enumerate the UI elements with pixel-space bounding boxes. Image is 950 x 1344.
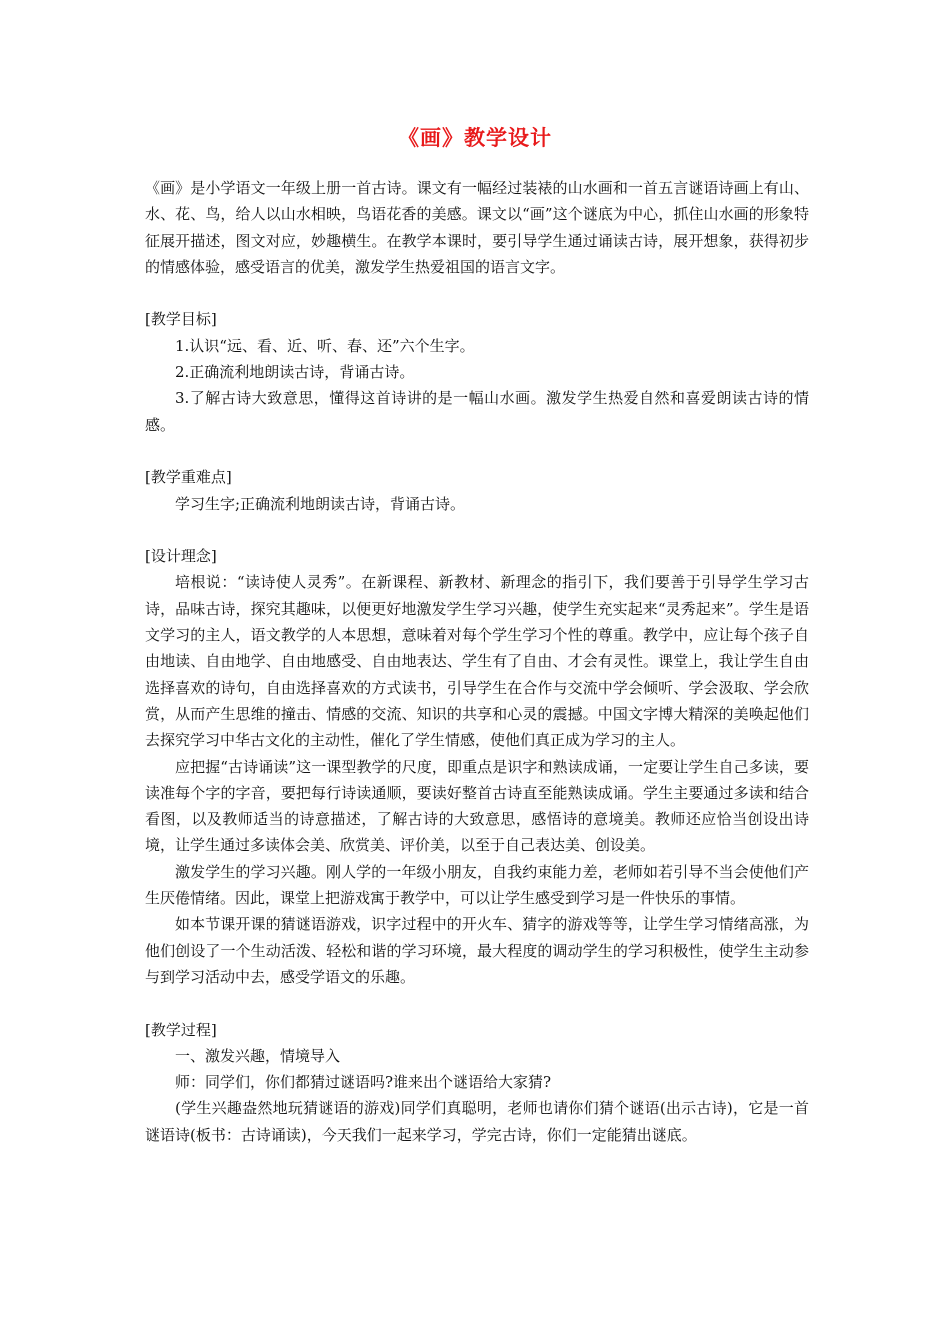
spacer <box>145 280 809 306</box>
goal-item: 2.正确流利地朗读古诗，背诵古诗。 <box>175 363 415 382</box>
document-body <box>145 175 809 1148</box>
process-paragraph: 一、激发兴趣，情境导入 <box>175 1046 341 1065</box>
spacer <box>145 438 809 464</box>
concept-paragraph: 应把握“古诗诵读”这一课型教学的尺度，即重点是识字和熟读成诵，一定要让学生自己多读，要读准每个字的字音，要把每行诗读通顺，要读好整首古诗直至能熟读成诵。学生主要通过多读和结合看图，以及教师适当的诗意描述，了解古诗的大致意思，感悟诗的意境美。教师还应恰当创设出诗境，让学生通过多读体会美、欣赏美、评价美，以至于自己表达美、创设美。 <box>145 757 809 855</box>
goals-heading: [教学目标] <box>145 310 217 329</box>
concept-paragraph: 如本节课开课的猜谜语游戏，识字过程中的开火车、猜字的游戏等等，让学生学习情绪高涨，为他们创设了一个生动活泼、轻松和谐的学习环境，最大程度的调动学生的学习积极性，使学生主动参与到学习活动中去，感受学语文的乐趣。 <box>145 915 809 986</box>
spacer <box>145 517 809 543</box>
key-points-heading: [教学重难点] <box>145 468 232 487</box>
goal-item: 1.认识“远、看、近、听、春、还”六个生字。 <box>175 336 475 355</box>
concept-paragraph: 培根说：“读诗使人灵秀”。在新课程、新教材、新理念的指引下，我们要善于引导学生学习古诗，品味古诗，探究其趣味，以便更好地激发学生学习兴趣，使学生充实起来“灵秀起来”。学生是语文学习的主人，语文教学的人本思想，意味着对每个学生学习个性的尊重。教学中，应让每个孩子自由地读、自由地学、自由地感受、自由地表达、学生有了自由、才会有灵性。课堂上，我让学生自由选择喜欢的诗句，自由选择喜欢的方式读书，引导学生在合作与交流中学会倾听、学会汲取、学会欣赏，从而产生思维的撞击、情感的交流、知识的共享和心灵的震撼。中国文字博大精深的美唤起他们去探究学习中华古文化的主动性，催化了学生情感，使他们真正成为学习的主人。 <box>145 573 809 750</box>
process-paragraph: 师：同学们，你们都猜过谜语吗?谁来出个谜语给大家猜? <box>175 1073 552 1092</box>
process-paragraph: (学生兴趣盎然地玩猜谜语的游戏)同学们真聪明，老师也请你们猜个谜语(出示古诗)，它是一首谜语诗(板书：古诗诵读)，今天我们一起来学习，学完古诗，你们一定能猜出谜底。 <box>145 1099 809 1144</box>
process-heading: [教学过程] <box>145 1020 217 1039</box>
concept-heading: [设计理念] <box>145 547 217 566</box>
intro-paragraph: 《画》是小学语文一年级上册一首古诗。课文有一幅经过装裱的山水画和一首五言谜语诗画上有山、水、花、鸟，给人以山水相映，鸟语花香的美感。课文以“画”这个谜底为中心，抓住山水画的形象特征展开描述，图文对应，妙趣横生。在教学本课时，要引导学生通过诵读古诗，展开想象，获得初步的情感体验，感受语言的优美，激发学生热爱祖国的语言文字。 <box>145 179 809 276</box>
spacer <box>145 990 809 1016</box>
goal-item: 3.了解古诗大致意思，懂得这首诗讲的是一幅山水画。激发学生热爱自然和喜爱朗读古诗的情感。 <box>145 389 809 434</box>
concept-paragraph: 激发学生的学习兴趣。刚人学的一年级小朋友，自我约束能力差，老师如若引导不当会使他们产生厌倦情绪。因此，课堂上把游戏寓于教学中，可以让学生感受到学习是一件快乐的事情。 <box>145 862 809 908</box>
document-title: 《画》教学设计 <box>398 126 552 150</box>
key-points-text: 学习生字;正确流利地朗读古诗，背诵古诗。 <box>175 494 466 513</box>
